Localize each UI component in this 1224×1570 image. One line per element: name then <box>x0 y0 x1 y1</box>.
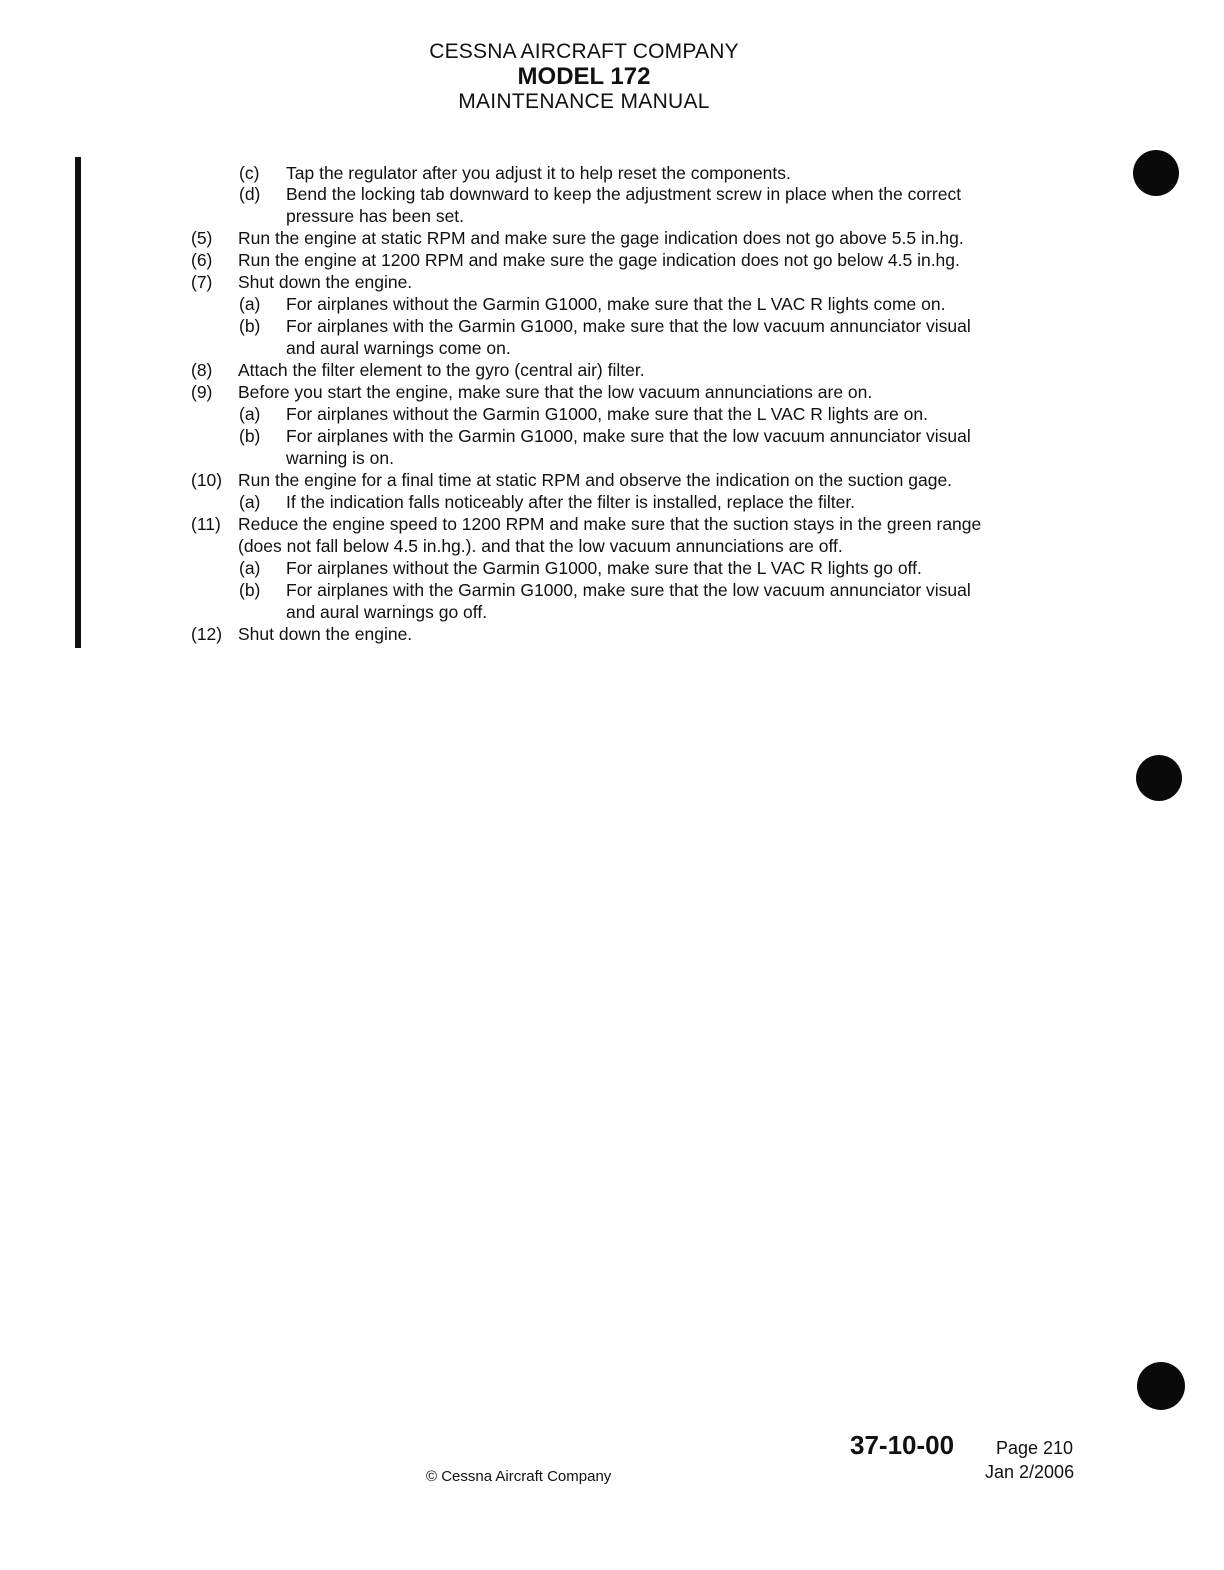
step-5-label: (5) <box>191 228 213 248</box>
model-title: MODEL 172 <box>517 63 651 90</box>
step-9b-label: (b) <box>239 426 261 446</box>
step-6-text: Run the engine at 1200 RPM and make sure the gage indication does not go below 4.5 in.hg. <box>238 250 960 270</box>
copyright-notice: © Cessna Aircraft Company <box>426 1468 612 1485</box>
step-9-label: (9) <box>191 382 213 402</box>
step-9a-text: For airplanes without the Garmin G1000, make sure that the L VAC R lights are on. <box>286 404 928 424</box>
step-10a-label: (a) <box>239 492 261 512</box>
manual-title: MAINTENANCE MANUAL <box>458 90 710 113</box>
step-11-text-cont: (does not fall below 4.5 in.hg.). and that the low vacuum annunciations are off. <box>238 536 843 556</box>
binder-hole-icon <box>1136 755 1182 801</box>
step-7-label: (7) <box>191 272 213 292</box>
step-11b-label: (b) <box>239 580 261 600</box>
binder-hole-icon <box>1137 1362 1185 1410</box>
step-10a-text: If the indication falls noticeably after the filter is installed, replace the filter. <box>286 492 856 512</box>
step-9-text: Before you start the engine, make sure that the low vacuum annunciations are on. <box>238 382 873 402</box>
step-7-text: Shut down the engine. <box>238 272 413 292</box>
step-11a-label: (a) <box>239 558 261 578</box>
step-c-text: Tap the regulator after you adjust it to help reset the components. <box>286 163 791 183</box>
company-name: CESSNA AIRCRAFT COMPANY <box>429 40 739 63</box>
step-7b-label: (b) <box>239 316 261 336</box>
step-d-text-cont: pressure has been set. <box>286 206 465 226</box>
step-11-label: (11) <box>191 514 221 534</box>
binder-hole-icon <box>1133 150 1179 196</box>
step-11a-text: For airplanes without the Garmin G1000, make sure that the L VAC R lights go off. <box>286 558 922 578</box>
page-header <box>0 40 1168 114</box>
step-11b-text-cont: and aural warnings go off. <box>286 602 488 622</box>
step-11-text: Reduce the engine speed to 1200 RPM and make sure that the suction stays in the green range <box>238 514 982 534</box>
step-c-label: (c) <box>239 163 260 183</box>
revision-date: Jan 2/2006 <box>985 1462 1075 1482</box>
chapter-code: 37-10-00 <box>850 1430 955 1460</box>
step-7a-text: For airplanes without the Garmin G1000, make sure that the L VAC R lights come on. <box>286 294 946 314</box>
step-9b-text-cont: warning is on. <box>286 448 394 468</box>
step-7b-text-cont: and aural warnings come on. <box>286 338 511 358</box>
step-d-text: Bend the locking tab downward to keep the adjustment screw in place when the correct <box>286 184 962 204</box>
step-9a-label: (a) <box>239 404 261 424</box>
page-number: Page 210 <box>996 1438 1074 1458</box>
step-d-label: (d) <box>239 184 261 204</box>
step-8-label: (8) <box>191 360 213 380</box>
step-5-text: Run the engine at static RPM and make sure the gage indication does not go above 5.5 in.hg. <box>238 228 964 248</box>
step-9b-text: For airplanes with the Garmin G1000, make sure that the low vacuum annunciator visual <box>286 426 971 446</box>
step-10-label: (10) <box>191 470 223 490</box>
step-7b-text: For airplanes with the Garmin G1000, make sure that the low vacuum annunciator visual <box>286 316 971 336</box>
step-6-label: (6) <box>191 250 213 270</box>
step-12-label: (12) <box>191 624 223 644</box>
step-12-text: Shut down the engine. <box>238 624 413 644</box>
step-7a-label: (a) <box>239 294 261 314</box>
step-10-text: Run the engine for a final time at static RPM and observe the indication on the suction gage. <box>238 470 953 490</box>
step-11b-text: For airplanes with the Garmin G1000, make sure that the low vacuum annunciator visual <box>286 580 971 600</box>
revision-change-bar <box>75 157 81 648</box>
step-8-text: Attach the filter element to the gyro (central air) filter. <box>238 360 645 380</box>
